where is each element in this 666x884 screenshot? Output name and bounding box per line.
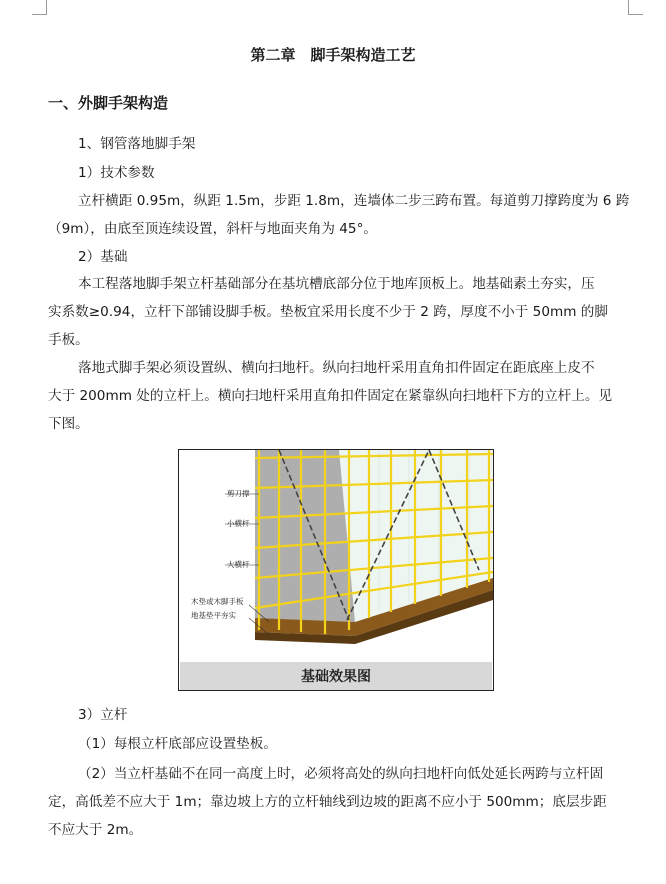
item-heading: 3）立杆 <box>78 707 128 723</box>
chapter-title: 第二章 脚手架构造工艺 <box>250 46 416 64</box>
label-small-bar: 小横杆 <box>227 519 250 528</box>
item-heading: 2）基础 <box>78 249 128 265</box>
paragraph-line: 下图。 <box>48 416 89 432</box>
crop-mark-right <box>628 0 643 15</box>
label-board: 木垫或木脚手板 <box>191 597 244 606</box>
foundation-figure <box>178 449 494 691</box>
item-heading: 1）技术参数 <box>78 165 155 181</box>
figure-caption: 基础效果图 <box>301 669 371 685</box>
paragraph-line: 定，高低差不应大于 1m；靠边坡上方的立杆轴线到边坡的距离不应小于 500mm；底层步距 <box>48 794 607 810</box>
subsection-heading: 1、钢管落地脚手架 <box>78 136 196 152</box>
paragraph-line: （1）每根立杆底部应设置垫板。 <box>78 736 277 752</box>
label-scissor-brace: 剪刀撑 <box>227 489 250 498</box>
paragraph-line: 不应大于 2m。 <box>48 822 143 838</box>
paragraph-line: （9m），由底至顶连续设置，斜杆与地面夹角为 45°。 <box>48 221 377 237</box>
figure-caption-bar <box>180 662 492 690</box>
section-heading: 一、外脚手架构造 <box>48 94 169 112</box>
paragraph-line: 本工程落地脚手架立杆基础部分在基坑槽底部分位于地库顶板上。地基础素土夯实，压 <box>78 276 595 292</box>
scaffold-illustration <box>179 450 493 662</box>
paragraph-line: （2）当立杆基础不在同一高度上时，必须将高处的纵向扫地杆向低处延长两跨与立杆固 <box>78 766 604 782</box>
paragraph-line: 落地式脚手架必须设置纵、横向扫地杆。纵向扫地杆采用直角扣件固定在距底座上皮不 <box>78 360 595 376</box>
paragraph-line: 实系数≥0.94，立杆下部铺设脚手板。垫板宜采用长度不少于 2 跨，厚度不小于 50mm 的脚 <box>48 304 608 320</box>
paragraph-line: 大于 200mm 处的立杆上。横向扫地杆采用直角扣件固定在紧靠纵向扫地杆下方的立杆上。见 <box>48 388 613 404</box>
paragraph-line: 手板。 <box>48 332 89 348</box>
label-ground: 地基垫平夯实 <box>191 611 236 620</box>
crop-mark-left <box>32 0 47 15</box>
paragraph-line: 立杆横距 0.95m，纵距 1.5m，步距 1.8m，连墙体二步三跨布置。每道剪刀撑跨度为 6 跨 <box>78 193 630 209</box>
label-big-bar: 大横杆 <box>227 560 250 569</box>
